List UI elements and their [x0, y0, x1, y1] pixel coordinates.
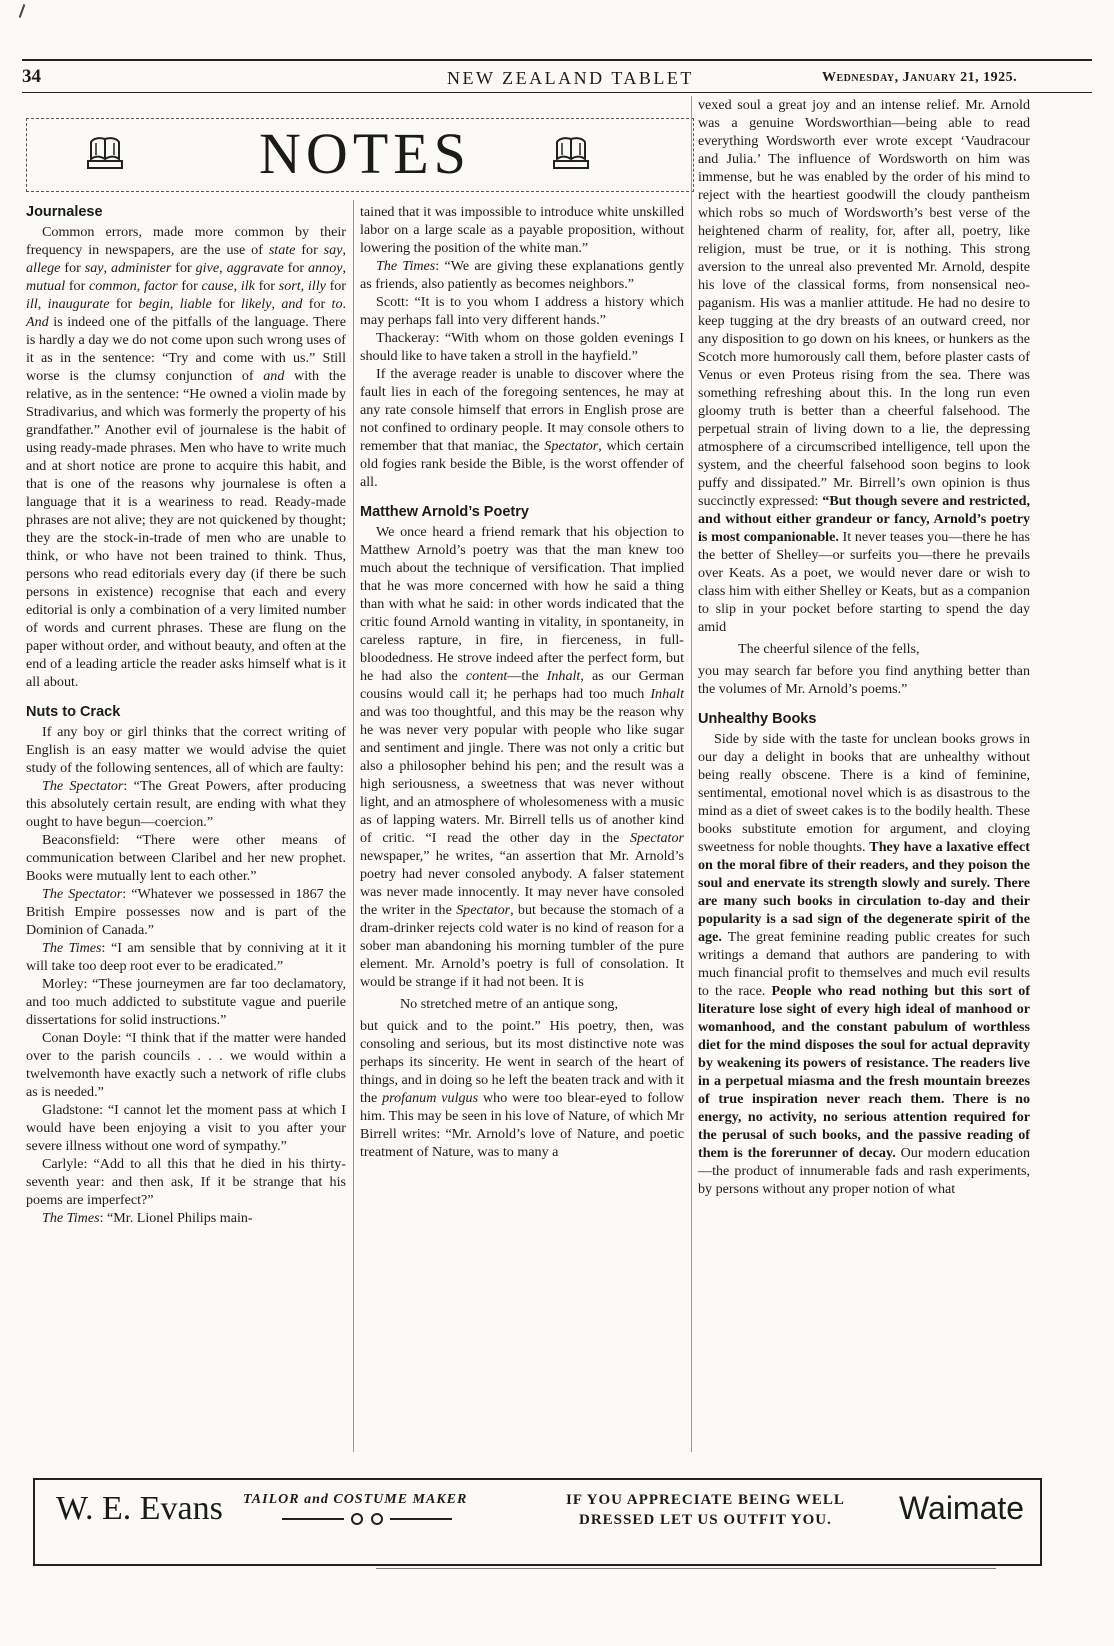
verse-quote: The cheerful silence of the fells, [738, 641, 920, 657]
article-paragraph: vexed soul a great joy and an intense relief. Mr. Arnold was a genuine Wordsworthian—being able to read everything Wordsworth ever wrote except ‘Vaudracour and Julia.’ The influence of Wordsworth on him was immense, but he was enabled by the order of his mind to reject with the heartiest goodwill the cloudy pantheism which robs so much of Wordsworth’s best verse of the heightened charm of reality, for, after all, poetry, like religion, must be true, or it is nothing. This strong aversion to the unreal also prevented Mr. Arnold, despite his love of the classical forms, from nonsensical neo-paganism. His was a manlier attitude. He had no desire to keep tugging at the dry breasts of an outward creed, nor any disposition to go down on his knees, or hunkers as the Scotch more humorously call them, before plaster casts of Venus or even Proteus rising from the sea. There was something refreshing about this. In the long run even gloomy truth is better than a cheerful falsehood. The perpetual strain of living down to a lie, the depressing atmosphere of a circumscribed intelligence, tell upon the system, and the cheerful falsehood soon begins to look puffy and dissipated.” Mr. Birrell’s own opinion is thus succinctly expressed: “But though severe and restricted, and without either grandeur or fancy, Arnold’s poetry is most companionable. It never teases you—there he has the better of Shelley—or surfeits you—there he prevails over Keats. As a poet, we would never dare or wish to class him with either Shelley or Keats, but as a companion to slip in your pocket before starting to spend the day amid [698, 97, 1031, 635]
corner-mark [19, 4, 26, 18]
article-paragraph: The Times: “Mr. Lionel Philips main- [42, 1210, 253, 1226]
article-paragraph: We once heard a friend remark that his objection to Matthew Arnold’s poetry was that the man knew too much about the technique of versification. That implied that he was more concerned with how he said a thing than with what he said: in other words indicated that the critic found Arnold wanting in vitality, in spontaneity, in careless rapture, in fire, in fierceness, in full-bloodedness. He strove indeed after the perfect form, but he had also the content—the Inhalt, as our German cousins would call it; he perhaps had too much Inhalt and was too thoughtful, and this may be the reason why he was never very popular with people who like sugar and sentiment and jingle. There was not only a critic but also a philosopher behind his pen; and the result was a high seriousness, a sweetness that was never without light, and an atmosphere of wholesomeness with a music as of lapping waters. Mr. Birrell tells us of another kind of critic. “I read the other day in the Spectator newspaper,” he writes, “an assertion that Mr. Arnold’s poetry had never consoled anybody. A falser statement was never made innocently. It may never have consoled the writer in the Spectator, but because the stomach of a dram-drinker rejects cold water is no kind of reason for a sober man abandoning his morning tumbler of the pure element. Mr. Arnold’s poetry is full of consolation. It would be strange if it had not been. It is [360, 524, 684, 990]
publication-title: NEW ZEALAND TABLET [447, 68, 694, 88]
masthead-bottom-rule [22, 92, 1092, 93]
text-column-2 [360, 203, 684, 1161]
text-column-3 [698, 96, 1030, 1198]
advert-slogan [566, 1490, 845, 1530]
article-paragraph: If the average reader is unable to discover where the fault lies in each of the foregoing sentences, he may at any rate console himself that errors in English prose are not confined to ordinary people. It may console others to remember that that maniac, the Spectator, which certain old fogies rank beside the Bible, is the worst offender of all. [360, 366, 684, 490]
article-paragraph: Gladstone: “I cannot let the moment pass at which I would have been enjoying a visit to you after your severe illness without one word of sympathy.” [26, 1102, 346, 1154]
article-paragraph: The Spectator: “Whatever we possessed in 1867 the British Empire possesses now and is part of the Dominion of Canada.” [26, 886, 346, 938]
issue-date: Wednesday, January 21, 1925. [822, 70, 1018, 85]
article-paragraph: If any boy or girl thinks that the correct writing of English is an easy matter we would advise the quiet study of the following sentences, all of which are faulty: [26, 724, 346, 776]
page-number: 34 [22, 66, 41, 87]
article-paragraph: The Times: “We are giving these explanations gently as friends, also patiently as becomes neighbors.” [360, 258, 684, 292]
advertiser-trade: TAILOR and COSTUME MAKER [243, 1492, 468, 1507]
article-paragraph: Scott: “It is to you whom I address a history which may perhaps fall into very different hands.” [360, 294, 684, 328]
article-paragraph: Morley: “These journeymen are far too declamatory, and too much addicted to substitute vague and puerile dissertations for solid instructions.” [26, 976, 346, 1028]
open-book-ornament-icon [86, 135, 124, 171]
article-paragraph: you may search far before you find anything better than the volumes of Mr. Arnold’s poems.” [698, 663, 1030, 697]
article-heading: Matthew Arnold’s Poetry [360, 504, 529, 520]
article-paragraph: Common errors, made more common by their frequency in newspapers, are the use of state for say, allege for say, administer for give, aggravate for annoy, mutual for common, factor for cause, ilk for sort, illy for ill, inaugurate for begin, liable for likely, and for to. And is indeed one of the pitfalls of the language. There is hardly a day we do not come upon such wrong uses of it as in the sentence: “Try and come with us.” Still worse is the clumsy conjunction of and with the relative, as in the sentence: “He owned a violin made by Stradivarius, and which was formerly the property of his grandfather.” Another evil of journalese is the habit of using ready-made phrases. Men who have to write much and at short notice are prone to acquire this habit, and that is one of the reasons why journalese is often a language that it is a weariness to read. Ready-made phrases are not alive; they are not quickened by thought; they are the stock-in-trade of men who are unable to think, or who have not been trained to think. Thus, persons who read editorials every day (if there be such persons in existence) recognise that each and every editorial is only a combination of a very limited number of words and current phrases. These are flung on the paper without order, and without beauty, and often at the end of a leading article the reader asks himself what is it all about. [26, 224, 347, 690]
article-paragraph: Conan Doyle: “I think that if the matter were handed over to the parish councils . . . we would within a twelvemonth have exactly such a network of rifle clubs as is needed.” [26, 1030, 346, 1100]
article-paragraph: Side by side with the taste for unclean books grows in our day a delight in books that are unhealthy without being really obscene. There is a kind of feminine, sentimental, emotional novel which is as disastrous to the mind as a diet of sweet cakes is to the bodily health. These books substitute emotion for argument, and cloying sweetness for noble thoughts. They have a laxative effect on the moral fibre of their readers, and they poison the soul and enervate its strength slowly and surely. There are many such books in circulation to-day and their popularity is a sad sign of the degenerate spirit of the age. The great feminine reading public creates for such writings a demand that authors are pandering to with much financial profit to themselves and much evil results to the race. People who read nothing but this sort of literature lose sight of every high ideal of manhood or womanhood, and the constant pabulum of worthless diet for the mind disposes the soul for actual depravity by weakening its powers of resistance. The readers live in a perpetual miasma and the fresh mountain breezes of true inspiration never reach them. There is no energy, no activity, no serious attention required for the perusal of such books, and the passive reading of them is the forerunner of decay. Our modern education—the product of innumerable fads and rash experiments, by persons without any proper notion of what [698, 731, 1031, 1197]
article-paragraph: The Times: “I am sensible that by conniving at it it will take too deep root ever to be eradicated.” [26, 940, 346, 974]
article-paragraph: Carlyle: “Add to all this that he died in his thirty-seventh year: and then ask, If it be strange that his poems are imperfect?” [26, 1156, 346, 1208]
article-paragraph: Beaconsfield: “There were other means of communication between Claribel and her new prophet. Books were mutually lent to each other.” [26, 832, 346, 884]
article-heading: Journalese [26, 204, 103, 220]
open-book-ornament-icon [552, 135, 590, 171]
flourish-ornament-icon [282, 1512, 452, 1526]
text-column-1 [26, 203, 346, 1227]
advert-slogan-line: DRESSED LET US OUTFIT YOU. [579, 1512, 832, 1528]
verse-quote: No stretched metre of an antique song, [400, 996, 618, 1012]
advert-slogan-line: IF YOU APPRECIATE BEING WELL [566, 1492, 845, 1508]
advertiser-town: Waimate [899, 1490, 1025, 1526]
article-heading: Unhealthy Books [698, 711, 817, 727]
bottom-rule [376, 1568, 996, 1569]
column-rule [691, 96, 692, 1452]
article-paragraph: The Spectator: “The Great Powers, after producing this absolutely certain result, are ending with what they ought to have begun—coercion.” [26, 778, 346, 830]
advertiser-name: W. E. Evans [56, 1490, 223, 1527]
article-heading: Nuts to Crack [26, 704, 121, 720]
section-title: NOTES [259, 121, 471, 186]
article-paragraph: tained that it was impossible to introduce white unskilled labor on a large scale as a payable proposition, without lowering the position of the white man.” [360, 204, 684, 256]
column-rule [353, 200, 354, 1452]
masthead-top-rule [22, 59, 1092, 61]
article-paragraph: but quick and to the point.” His poetry, then, was consoling and serious, but its most distinctive note was perhaps its sincerity. He went in search of the heart of things, and in doing so he left the beaten track and with it the profanum vulgus who were too blear-eyed to follow him. This may be seen in his love of Nature, of which Mr Birrell writes: “Mr. Arnold’s love of Nature, and poetic treatment of Nature, was to many a [360, 1018, 684, 1160]
article-paragraph: Thackeray: “With whom on those golden evenings I should like to have taken a stroll in the hayfield.” [360, 330, 684, 364]
